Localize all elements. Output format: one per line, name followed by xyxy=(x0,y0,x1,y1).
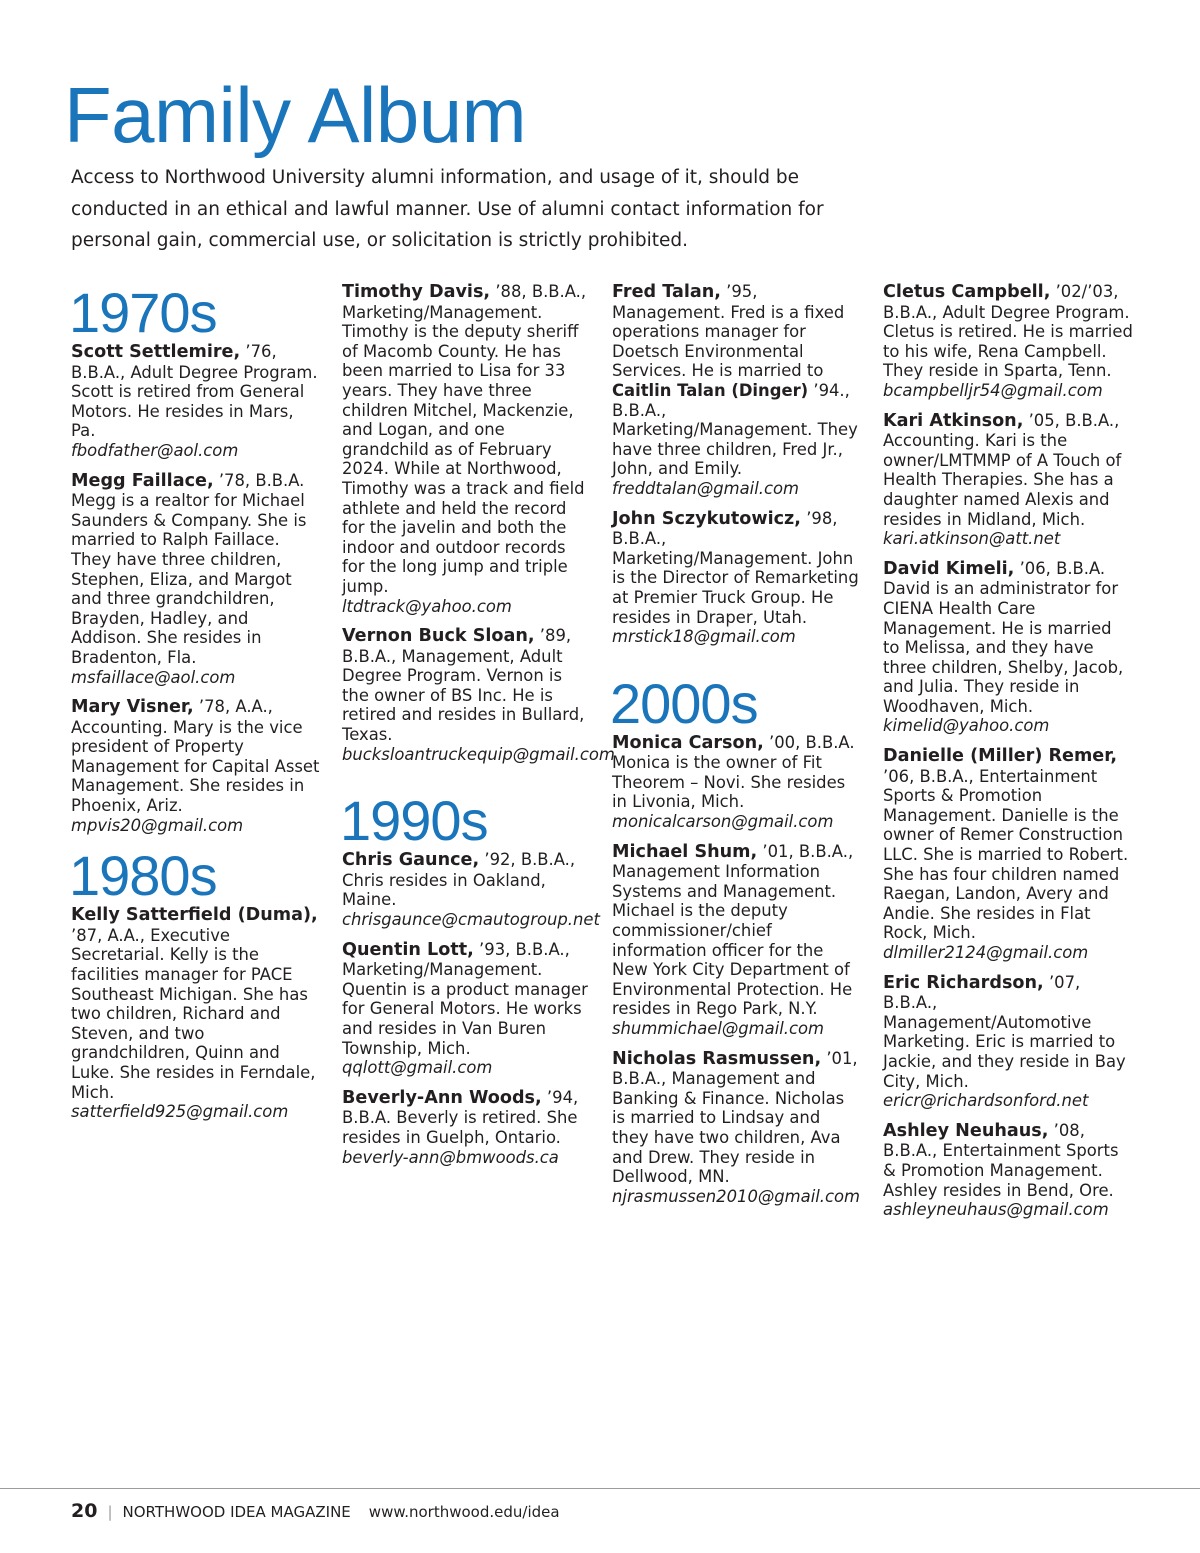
alumni-entry-remer xyxy=(883,746,1133,963)
alumni-details: ’92, B.B.A., Chris resides in Oakland, Maine. xyxy=(342,850,576,910)
alumni-details: ’87, A.A., Executive Secretarial. Kelly is the facilities manager for PACE Southeast Michigan. She has two children, Richard and Steven, and two grandchildren, Quinn and Luke. She resides in Ferndale, Mich. xyxy=(71,925,316,1102)
spouse-name: Caitlin Talan (Dinger) xyxy=(612,380,809,400)
alumni-details: ’94, B.B.A. Beverly is retired. She resides in Guelph, Ontario. xyxy=(342,1087,579,1147)
alumni-name: Mary Visner, xyxy=(71,697,194,718)
alumni-entry-kimeli xyxy=(883,559,1133,736)
alumni-entry-sloan xyxy=(342,626,615,764)
alumni-details: ’89, B.B.A., Management, Adult Degree Program. Vernon is the owner of BS Inc. He is retired and resides in Bullard, Texas. xyxy=(342,626,585,745)
footer-divider xyxy=(0,1488,1200,1489)
alumni-email[interactable]: njrasmussen2010@gmail.com xyxy=(612,1186,861,1206)
alumni-details: ’01, B.B.A., Management and Banking & Finance. Nicholas is married to Lindsay and they have two children, Ava and Drew. They reside in Dellwood, MN. xyxy=(612,1048,858,1187)
alumni-entry-campbell xyxy=(883,282,1133,401)
alumni-email[interactable]: chrisgaunce@cmautogroup.net xyxy=(342,910,600,930)
alumni-name: Beverly-Ann Woods, xyxy=(342,1087,542,1108)
alumni-email[interactable]: kimelid@yahoo.com xyxy=(883,716,1050,736)
alumni-details: ’08, B.B.A., Entertainment Sports & Promotion Management. Ashley resides in Bend, Ore. xyxy=(883,1120,1119,1200)
footer-url-link[interactable]: www.northwood.edu/idea xyxy=(368,1503,560,1521)
alumni-email[interactable]: kari.atkinson@att.net xyxy=(883,529,1061,549)
alumni-details: ’98, B.B.A., Marketing/Management. John is the Director of Remarketing at Premier Truck Group. He resides in Draper, Utah. xyxy=(612,508,859,627)
column-4 xyxy=(883,282,1133,1230)
page-footer xyxy=(71,1500,560,1523)
alumni-name: Fred Talan, xyxy=(612,282,721,302)
alumni-details: ’00, B.B.A. Monica is the owner of Fit Theorem – Novi. She resides in Livonia, Mich. xyxy=(612,732,855,812)
alumni-details: ’95, Management. Fred is a fixed operations manager for Doetsch Environmental Services. He is married to xyxy=(612,282,845,381)
alumni-name: Kari Atkinson, xyxy=(883,410,1024,431)
intro-paragraph: Access to Northwood University alumni information, and usage of it, should be conducted in an ethical and lawful manner. Use of alumni contact information for personal gain, commercial use, or solicitation is strictly prohibited. xyxy=(71,167,824,251)
alumni-email[interactable]: satterfield925@gmail.com xyxy=(71,1102,289,1122)
alumni-details: ’07, B.B.A., Management/Automotive Marketing. Eric is married to Jackie, and they reside in Bay City, Mich. xyxy=(883,972,1126,1091)
alumni-name: Monica Carson, xyxy=(612,732,764,753)
alumni-email[interactable]: beverly-ann@bmwoods.ca xyxy=(342,1147,559,1167)
decade-heading-1970s: 1970s xyxy=(69,281,217,344)
alumni-name: Timothy Davis, xyxy=(342,282,491,302)
column-1 xyxy=(71,282,321,1132)
alumni-email[interactable]: fbodfather@aol.com xyxy=(71,440,239,460)
alumni-entry-carson xyxy=(612,733,862,832)
alumni-entry-rasmussen xyxy=(612,1049,862,1207)
alumni-name: Vernon Buck Sloan, xyxy=(342,626,535,647)
alumni-email[interactable]: shummichael@gmail.com xyxy=(612,1019,825,1038)
alumni-details: ’01, B.B.A., Management Information Systems and Management. Michael is the deputy commissioner/chief information officer for the New York City Department of Environmental Protection. He resides in Rego Park, N.Y. xyxy=(612,841,854,1019)
alumni-entry-faillace xyxy=(71,471,321,688)
alumni-name: John Sczykutowicz, xyxy=(612,508,801,529)
alumni-details: ’02/’03, B.B.A., Adult Degree Program. Cletus is retired. He is married to his wife, Rena Campbell. They reside in Sparta, Tenn. xyxy=(883,282,1133,381)
alumni-email[interactable]: msfaillace@aol.com xyxy=(71,667,236,687)
alumni-entry-davis xyxy=(342,282,592,616)
alumni-name: Megg Faillace, xyxy=(71,470,214,491)
alumni-email[interactable]: bcampbelljr54@gmail.com xyxy=(883,380,1103,400)
alumni-details: ’93, B.B.A., Marketing/Management. Quentin is a product manager for General Motors. He works and resides in Van Buren Township, Mich. xyxy=(342,939,588,1058)
alumni-entry-sczykutowicz xyxy=(612,509,862,647)
alumni-name: Scott Settlemire, xyxy=(71,342,241,362)
alumni-name: Michael Shum, xyxy=(612,841,758,862)
decade-heading-2000s: 2000s xyxy=(610,671,758,735)
alumni-entry-woods xyxy=(342,1088,592,1167)
alumni-details: ’05, B.B.A., Accounting. Kari is the owner/LMTMMP of A Touch of Health Therapies. She has a daughter named Alexis and resides in Midland, Mich. xyxy=(883,410,1122,529)
decade-heading-1990s: 1990s xyxy=(340,789,488,853)
column-2 xyxy=(340,282,615,1177)
alumni-details-continued: ’94., B.B.A., Marketing/Management. They have three children, Fred Jr., John, and Emily. xyxy=(612,380,858,479)
alumni-email[interactable]: ashleyneuhaus@gmail.com xyxy=(883,1200,1109,1220)
alumni-details: ’06, B.B.A., Entertainment Sports & Promotion Management. Danielle is the owner of Remer Construction LLC. She is married to Robert. She has four children named Raegan, Landon, Avery and Andie. She resides in Flat Rock, Mich. xyxy=(883,766,1129,943)
alumni-name: Eric Richardson, xyxy=(883,972,1044,993)
alumni-email[interactable]: ericr@richardsonford.net xyxy=(883,1091,1089,1111)
alumni-entry-neuhaus xyxy=(883,1121,1133,1220)
alumni-details: ’78, A.A., Accounting. Mary is the vice president of Property Management for Capital Asset Management. She resides in Phoenix, Ariz. xyxy=(71,697,320,816)
alumni-email[interactable]: mrstick18@gmail.com xyxy=(612,627,796,647)
alumni-entry-talan xyxy=(612,282,862,499)
alumni-entry-lott xyxy=(342,940,592,1078)
alumni-name: Cletus Campbell, xyxy=(883,282,1051,302)
alumni-email[interactable]: dlmiller2124@gmail.com xyxy=(883,943,1089,962)
alumni-name: Quentin Lott, xyxy=(342,939,474,960)
alumni-email[interactable]: ltdtrack@yahoo.com xyxy=(342,596,512,616)
page-title: Family Album xyxy=(64,71,527,159)
alumni-entry-visner xyxy=(71,697,321,835)
publication-name: NORTHWOOD IDEA MAGAZINE xyxy=(122,1503,351,1521)
alumni-name: David Kimeli, xyxy=(883,558,1015,579)
alumni-entry-satterfield xyxy=(71,905,321,1122)
alumni-name: Danielle (Miller) Remer, xyxy=(883,746,1118,767)
alumni-entry-atkinson xyxy=(883,411,1133,549)
alumni-email[interactable]: monicalcarson@gmail.com xyxy=(612,812,834,832)
alumni-entry-gaunce xyxy=(342,850,600,930)
alumni-name: Kelly Satterfield (Duma), xyxy=(71,905,318,926)
alumni-name: Ashley Neuhaus, xyxy=(883,1120,1049,1141)
alumni-details: ’88, B.B.A., Marketing/Management. Timothy is the deputy sheriff of Macomb County. He has been married to Lisa for 33 years. They have three children Mitchel, Mackenzie, and Logan, and one grandchild as of February 2024. While at Northwood, Timothy was a track and field athlete and held the record for the javelin and both the indoor and outdoor records for the long jump and triple jump. xyxy=(342,282,587,596)
alumni-entry-shum xyxy=(612,842,862,1039)
page-number: 20 xyxy=(71,1500,98,1522)
alumni-entry-settlemire xyxy=(71,342,321,461)
alumni-email[interactable]: freddtalan@gmail.com xyxy=(612,478,799,498)
alumni-email[interactable]: qqlott@gmail.com xyxy=(342,1058,493,1078)
alumni-entry-richardson xyxy=(883,973,1133,1111)
alumni-email[interactable]: bucksloantruckequip@gmail.com xyxy=(342,744,615,764)
alumni-details: ’78, B.B.A. Megg is a realtor for Michael Saunders & Company. She is married to Ralph Faillace. They have three children, Stephen, Eliza, and Margot and three grandchildren, Brayden, Hadley, and Addison. She resides in Bradenton, Fla. xyxy=(71,470,307,667)
footer-separator: | xyxy=(107,1503,113,1521)
decade-heading-1980s: 1980s xyxy=(69,844,217,908)
alumni-details: ’06, B.B.A. David is an administrator for CIENA Health Care Management. He is married to Melissa, and they have three children, Shelby, Jacob, and Julia. They reside in Woodhaven, Mich. xyxy=(883,558,1124,716)
alumni-email[interactable]: mpvis20@gmail.com xyxy=(71,815,244,835)
column-3 xyxy=(612,282,862,1216)
alumni-details: ’76, B.B.A., Adult Degree Program. Scott is retired from General Motors. He resides in Mars, Pa. xyxy=(71,342,318,441)
alumni-name: Chris Gaunce, xyxy=(342,850,480,871)
alumni-name: Nicholas Rasmussen, xyxy=(612,1048,822,1069)
